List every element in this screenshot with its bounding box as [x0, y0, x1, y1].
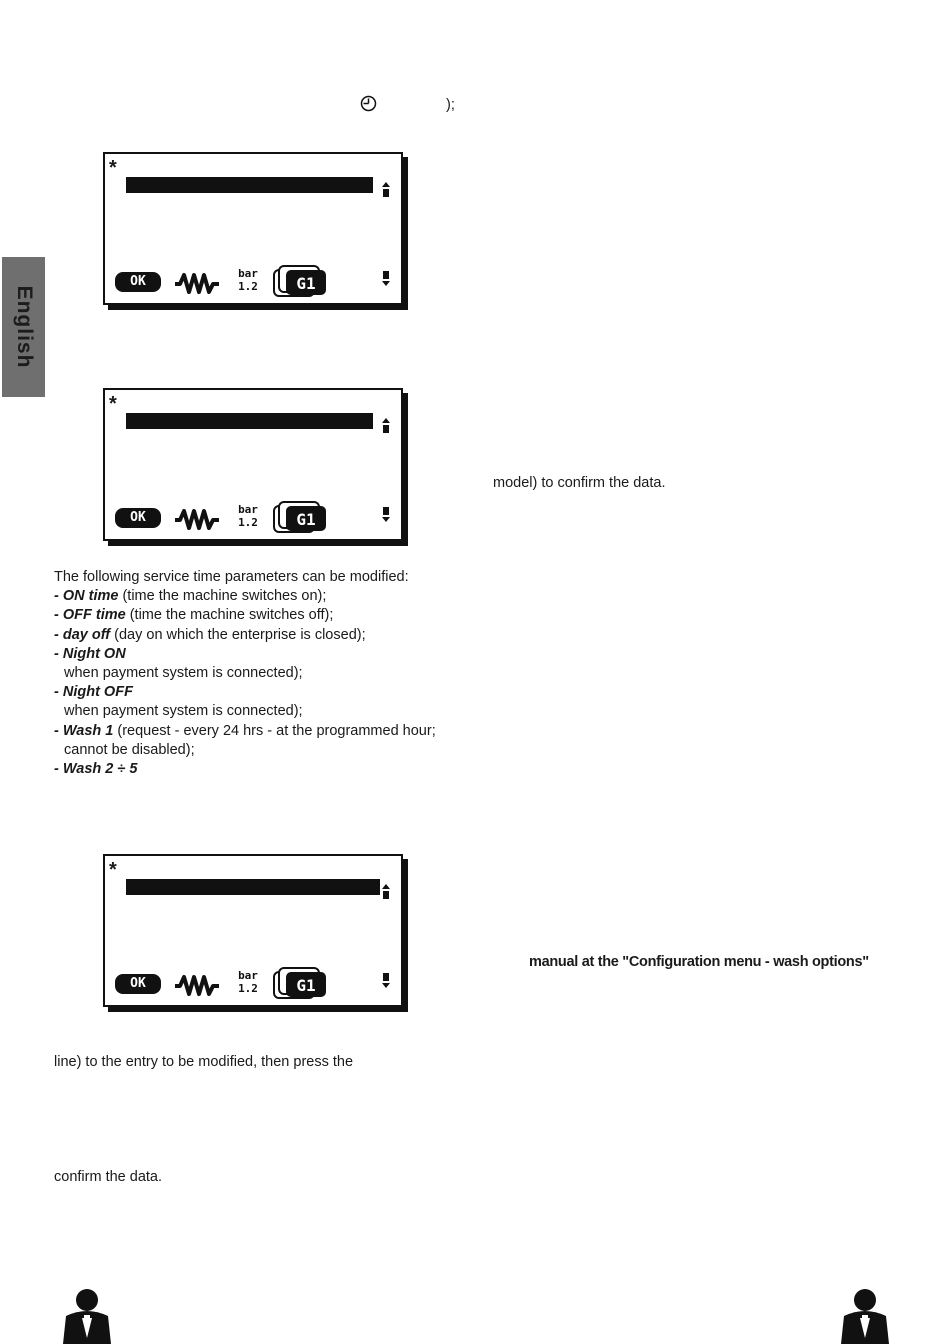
manual-reference: manual at the "Configuration menu - wash options" [529, 954, 869, 970]
lcd-selection-bar [126, 177, 373, 193]
wave-icon [175, 973, 219, 997]
wave-icon [175, 507, 219, 531]
language-tab [2, 257, 45, 397]
pressure-unit: bar [238, 969, 258, 982]
lcd-screen-1 [103, 152, 403, 305]
line-entry-text: line) to the entry to be modified, then press the [54, 1054, 354, 1070]
service-params-intro: The following service time parameters can be modified: [54, 569, 409, 585]
pressure-readout [233, 267, 263, 293]
pressure-unit: bar [238, 503, 258, 516]
ok-button[interactable]: OK [115, 272, 161, 292]
confirm-model-text: model) to confirm the data. [493, 475, 666, 491]
list-item: - Wash 2 ÷ 5 [54, 761, 138, 778]
ok-button[interactable]: OK [115, 974, 161, 994]
lcd-screen-3 [103, 854, 403, 1007]
service-params [54, 568, 436, 779]
pressure-value: 1.2 [238, 982, 258, 995]
group-label: G1 [296, 976, 316, 995]
top-fragment: ); [446, 97, 455, 113]
lcd-selection-bar [126, 879, 380, 895]
language-tab-label: English [12, 285, 36, 369]
scroll-up-icon [383, 418, 389, 433]
list-item: cannot be disabled); [64, 741, 195, 758]
list-item: - ON time (time the machine switches on); [54, 588, 327, 605]
group-label: G1 [296, 510, 316, 529]
scroll-down-icon [383, 507, 389, 522]
ok-button[interactable]: OK [115, 508, 161, 528]
waiter-figure-icon [57, 1288, 117, 1344]
wave-icon [175, 271, 219, 295]
list-item: - Night OFF [54, 684, 133, 701]
lcd-screen-2 [103, 388, 403, 541]
pressure-value: 1.2 [238, 516, 258, 529]
list-item: - Wash 1 (request - every 24 hrs - at the programmed hour; [54, 722, 436, 739]
pressure-value: 1.2 [238, 280, 258, 293]
group-icon [273, 501, 329, 533]
scroll-up-icon [383, 182, 389, 197]
lcd-star-icon: * [109, 859, 117, 881]
pressure-readout [233, 503, 263, 529]
group-icon [273, 265, 329, 297]
waiter-figure-icon [835, 1288, 895, 1344]
list-item: - Night ON [54, 645, 126, 662]
pressure-unit: bar [238, 267, 258, 280]
confirm-text: confirm the data. [54, 1169, 162, 1185]
list-item: - OFF time (time the machine switches off); [54, 607, 334, 624]
lcd-star-icon: * [109, 393, 117, 415]
list-item: when payment system is connected); [64, 665, 303, 682]
list-item: when payment system is connected); [64, 703, 303, 720]
scroll-down-icon [383, 271, 389, 286]
group-icon [273, 967, 329, 999]
lcd-selection-bar [126, 413, 373, 429]
group-label: G1 [296, 274, 316, 293]
scroll-down-icon [383, 973, 389, 988]
clock-icon [360, 95, 377, 112]
list-item: - day off (day on which the enterprise is closed); [54, 626, 366, 643]
scroll-up-icon [383, 884, 389, 899]
pressure-readout [233, 969, 263, 995]
lcd-star-icon: * [109, 157, 117, 179]
